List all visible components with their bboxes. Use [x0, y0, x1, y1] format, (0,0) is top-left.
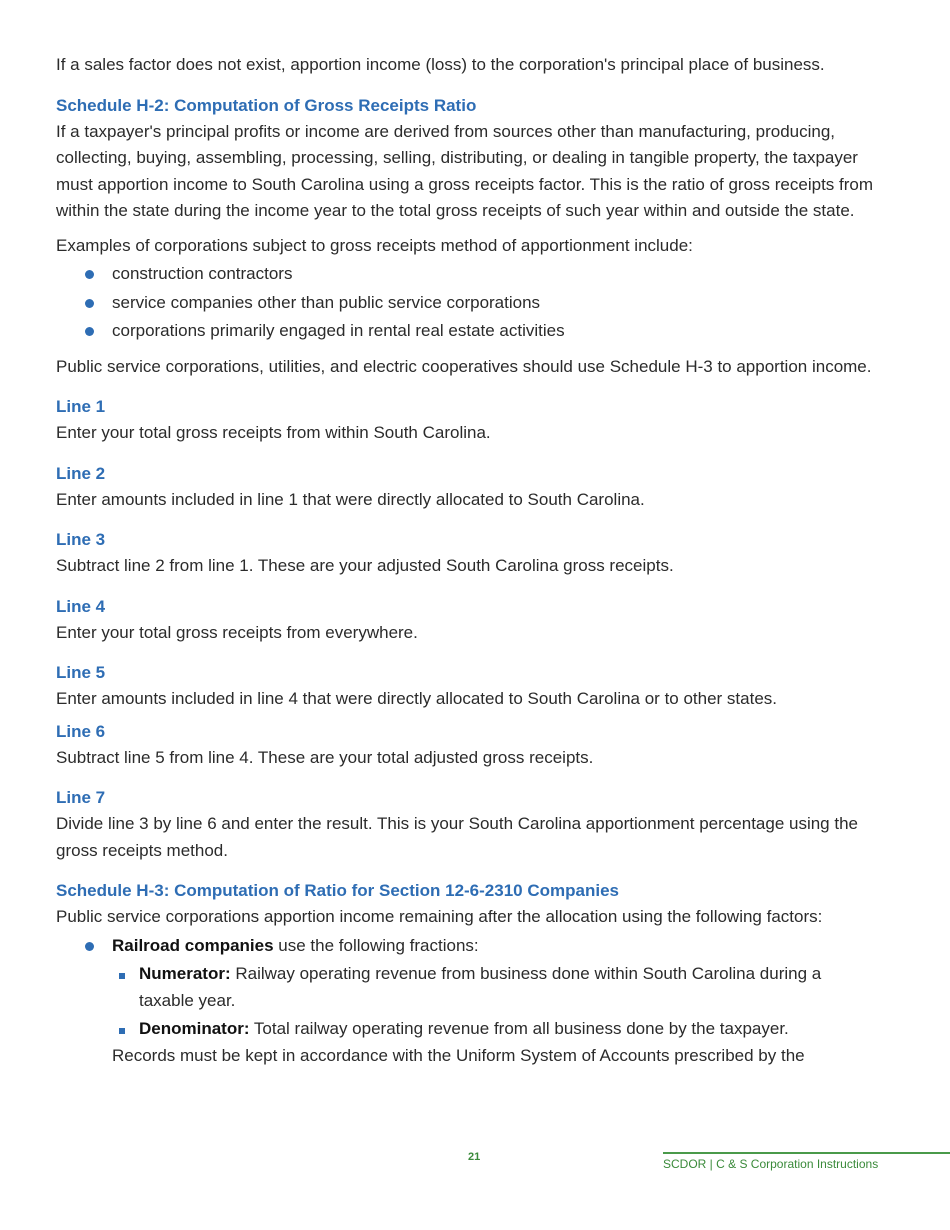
line-6-text: Subtract line 5 from line 4. These are your total adjusted gross receipts. — [56, 747, 594, 767]
line-3-heading: Line 3 — [56, 530, 106, 549]
bullet-icon — [85, 299, 94, 308]
line-2-text: Enter amounts included in line 1 that were directly allocated to South Carolina. — [56, 489, 645, 509]
numerator-label: Numerator: — [139, 964, 231, 983]
footer-doc-title: SCDOR | C & S Corporation Instructions — [663, 1157, 879, 1171]
line-7-text: Divide line 3 by line 6 and enter the result. This is your South Carolina apportionment percentage using the gross receipts method. — [56, 814, 858, 860]
list-item: Railroad companies use the following fractions: — [56, 932, 898, 961]
list-item: corporations primarily engaged in rental real estate activities — [56, 317, 898, 346]
schedule-h2-paragraph-3: Public service corporations, utilities, and electric cooperatives should use Schedule H-3 to apportion income. — [56, 356, 872, 376]
line-4-text: Enter your total gross receipts from everywhere. — [56, 622, 418, 642]
list-item: Numerator: Railway operating revenue from business done within South Carolina during a taxable year. — [56, 960, 898, 1014]
square-bullet-icon — [119, 1028, 125, 1034]
schedule-h2-paragraph-2: Examples of corporations subject to gross receipts method of apportionment include: — [56, 235, 693, 255]
denominator-label: Denominator: — [139, 1019, 250, 1038]
list-item: Denominator: Total railway operating revenue from all business done by the taxpayer. — [56, 1015, 898, 1042]
square-bullet-icon — [119, 973, 125, 979]
intro-paragraph: If a sales factor does not exist, apportion income (loss) to the corporation's principal place of business. — [56, 55, 825, 74]
line-5-text: Enter amounts included in line 4 that were directly allocated to South Carolina or to other states. — [56, 689, 778, 708]
line-7-heading: Line 7 — [56, 788, 106, 807]
schedule-h2-paragraph-1: If a taxpayer's principal profits or income are derived from sources other than manufacturing, producing, collecting, buying, assembling, processing, selling, distributing, or dealing in tangible property, the taxpayer must apportion income to South Carolina using a gross receipts factor. This is the ratio of gross receipts from within the state during the income year to the total gross receipts of such year within and outside the state. — [56, 121, 874, 220]
line-1-text: Enter your total gross receipts from within South Carolina. — [56, 423, 491, 442]
list-item: service companies other than public service corporations — [56, 289, 898, 318]
line-1-heading: Line 1 — [56, 397, 106, 416]
footer-rule — [663, 1152, 950, 1154]
line-2-heading: Line 2 — [56, 463, 106, 483]
railroad-label: Railroad companies — [112, 935, 274, 955]
schedule-h3-paragraph-1: Public service corporations apportion income remaining after the allocation using the following factors: — [56, 907, 823, 926]
document-page — [56, 52, 898, 1069]
records-paragraph: Records must be kept in accordance with the Uniform System of Accounts prescribed by the — [112, 1046, 805, 1065]
line-3-text: Subtract line 2 from line 1. These are your adjusted South Carolina gross receipts. — [56, 556, 674, 575]
schedule-h2-heading: Schedule H-2: Computation of Gross Receipts Ratio — [56, 95, 477, 115]
bullet-icon — [85, 327, 94, 336]
line-5-heading: Line 5 — [56, 663, 106, 682]
examples-list — [56, 260, 898, 346]
list-item: construction contractors — [56, 260, 898, 289]
fractions-list — [56, 960, 898, 1042]
line-6-heading: Line 6 — [56, 721, 106, 741]
bullet-icon — [85, 942, 94, 951]
schedule-h3-heading: Schedule H-3: Computation of Ratio for Section 12-6-2310 Companies — [56, 881, 619, 900]
bullet-icon — [85, 270, 94, 279]
factors-list — [56, 932, 898, 961]
page-number: 21 — [468, 1151, 481, 1163]
line-4-heading: Line 4 — [56, 596, 106, 616]
